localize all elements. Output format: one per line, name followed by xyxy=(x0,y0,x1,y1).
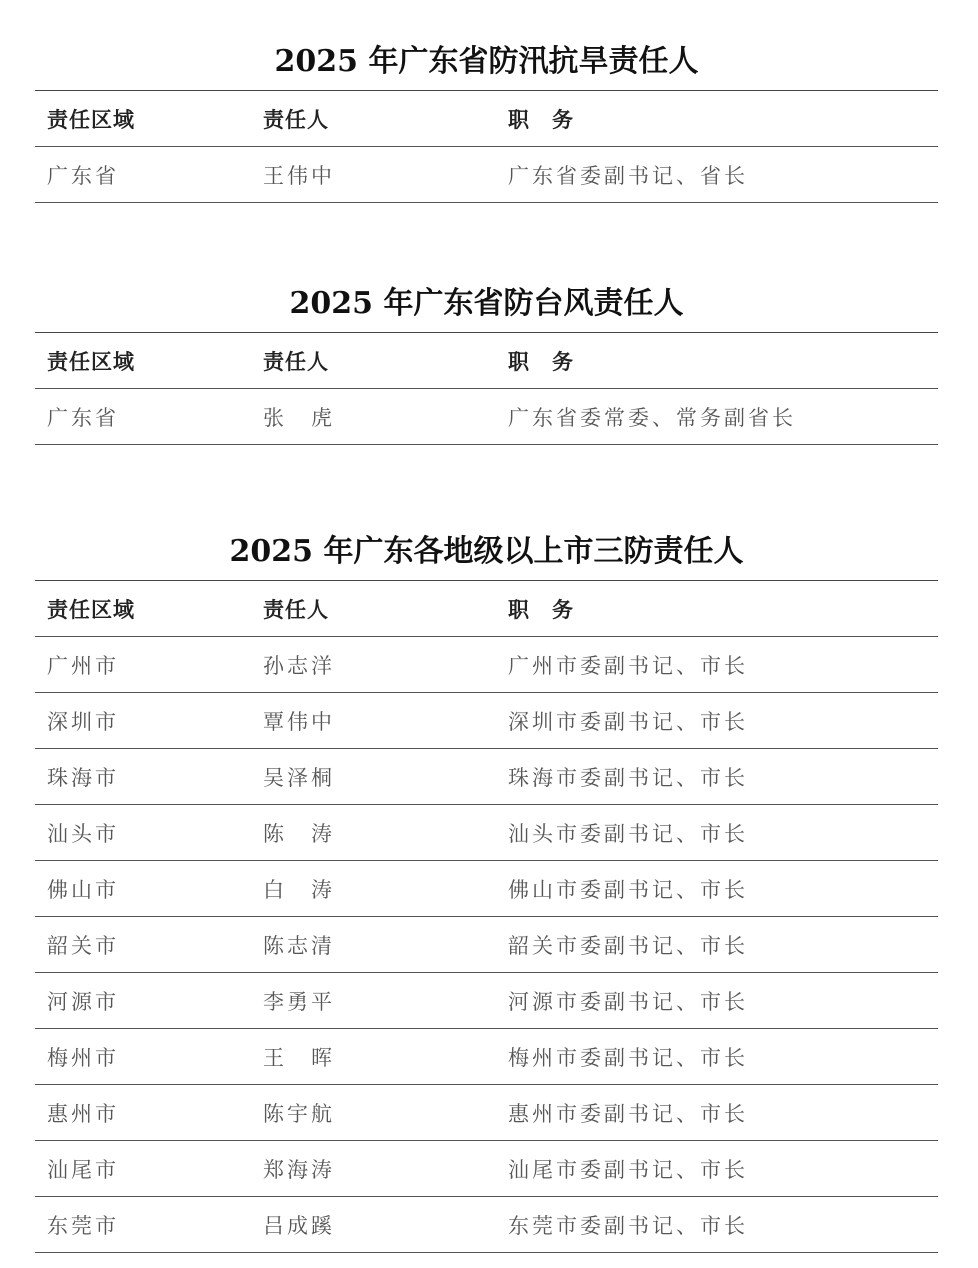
table-row xyxy=(35,749,938,805)
cell-region: 深圳市 xyxy=(47,709,119,734)
header-region: 责任区域 xyxy=(47,107,135,132)
cell-position: 东莞市委副书记、市长 xyxy=(508,1213,748,1238)
header-region: 责任区域 xyxy=(47,349,135,374)
cell-person: 吕成蹊 xyxy=(263,1213,335,1238)
table-row xyxy=(35,973,938,1029)
table-header-row xyxy=(35,581,938,637)
table-row xyxy=(35,917,938,973)
cell-person: 陈志清 xyxy=(263,933,335,958)
cell-position: 广州市委副书记、市长 xyxy=(508,653,748,678)
cell-region: 汕尾市 xyxy=(47,1157,119,1182)
table-header-row xyxy=(35,333,938,389)
header-person: 责任人 xyxy=(263,107,329,132)
header-position: 职 务 xyxy=(508,107,574,132)
cell-person: 王伟中 xyxy=(263,163,335,188)
header-position: 职 务 xyxy=(508,349,574,374)
header-person: 责任人 xyxy=(263,597,329,622)
section-flood-drought xyxy=(35,34,938,203)
cell-position: 佛山市委副书记、市长 xyxy=(508,877,748,902)
cell-position: 深圳市委副书记、市长 xyxy=(508,709,748,734)
table-row xyxy=(35,1141,938,1197)
cell-region: 佛山市 xyxy=(47,877,119,902)
section-title: 2025 年广东各地级以上市三防责任人 xyxy=(229,534,744,569)
cell-position: 梅州市委副书记、市长 xyxy=(508,1045,748,1070)
cell-position: 河源市委副书记、市长 xyxy=(508,989,748,1014)
section-typhoon xyxy=(35,276,938,445)
table-row xyxy=(35,805,938,861)
table-row xyxy=(35,861,938,917)
table-row xyxy=(35,147,938,203)
table-row xyxy=(35,693,938,749)
table-header-row xyxy=(35,91,938,147)
cell-person: 张 虎 xyxy=(263,405,335,430)
responsibility-table xyxy=(35,332,938,445)
responsibility-table xyxy=(35,90,938,203)
cell-person: 孙志洋 xyxy=(263,653,335,678)
cell-region: 河源市 xyxy=(47,989,119,1014)
header-region: 责任区域 xyxy=(47,597,135,622)
cell-person: 覃伟中 xyxy=(263,709,335,734)
header-person: 责任人 xyxy=(263,349,329,374)
cell-region: 广东省 xyxy=(47,163,119,188)
cell-position: 广东省委副书记、省长 xyxy=(508,163,748,188)
cell-person: 王 晖 xyxy=(263,1045,335,1070)
cell-position: 汕头市委副书记、市长 xyxy=(508,821,748,846)
section-title: 2025 年广东省防汛抗旱责任人 xyxy=(274,44,699,79)
cell-person: 李勇平 xyxy=(263,989,335,1014)
table-row xyxy=(35,1029,938,1085)
cell-region: 梅州市 xyxy=(47,1045,119,1070)
cell-position: 珠海市委副书记、市长 xyxy=(508,765,748,790)
cell-region: 汕头市 xyxy=(47,821,119,846)
cell-position: 广东省委常委、常务副省长 xyxy=(508,405,796,430)
responsibility-table xyxy=(35,580,938,1253)
cell-person: 陈 涛 xyxy=(263,821,335,846)
cell-person: 陈宇航 xyxy=(263,1101,335,1126)
table-row xyxy=(35,389,938,445)
cell-person: 白 涛 xyxy=(263,877,335,902)
cell-position: 汕尾市委副书记、市长 xyxy=(508,1157,748,1182)
cell-position: 韶关市委副书记、市长 xyxy=(508,933,748,958)
section-city-three-prevention xyxy=(35,524,938,1253)
cell-region: 惠州市 xyxy=(47,1101,119,1126)
cell-position: 惠州市委副书记、市长 xyxy=(508,1101,748,1126)
cell-region: 广州市 xyxy=(47,653,119,678)
cell-person: 吴泽桐 xyxy=(263,765,335,790)
cell-region: 珠海市 xyxy=(47,765,119,790)
cell-region: 韶关市 xyxy=(47,933,119,958)
table-row xyxy=(35,1197,938,1253)
cell-person: 郑海涛 xyxy=(263,1157,335,1182)
section-title: 2025 年广东省防台风责任人 xyxy=(289,286,684,321)
table-row xyxy=(35,637,938,693)
table-row xyxy=(35,1085,938,1141)
cell-region: 广东省 xyxy=(47,405,119,430)
cell-region: 东莞市 xyxy=(47,1213,119,1238)
header-position: 职 务 xyxy=(508,597,574,622)
